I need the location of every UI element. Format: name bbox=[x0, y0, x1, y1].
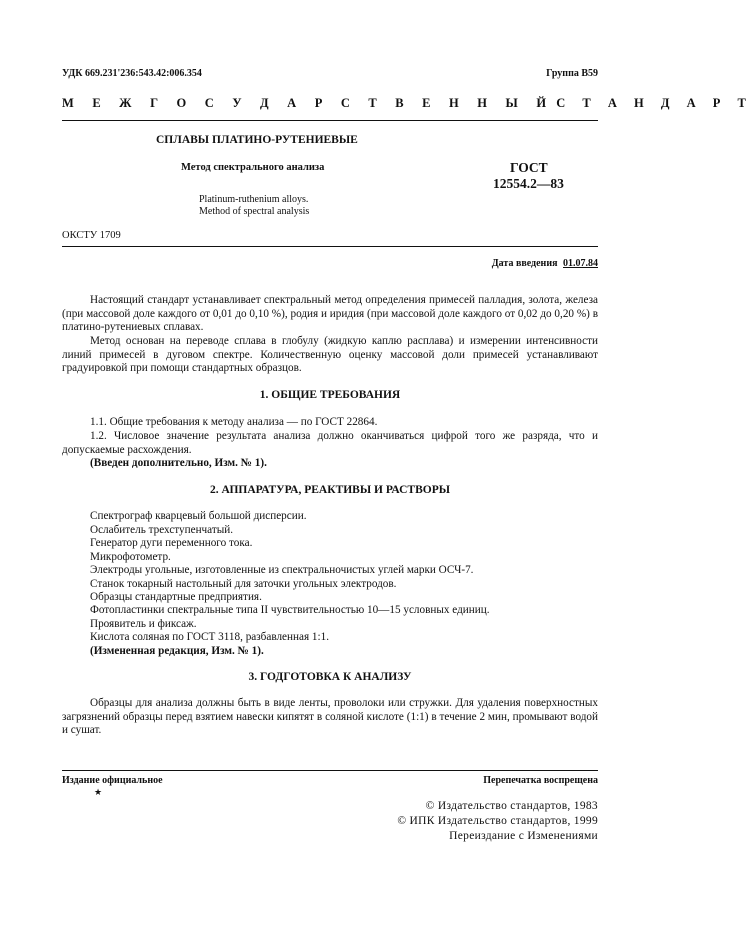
english-title-line2: Method of spectral analysis bbox=[199, 206, 310, 217]
english-title-line1: Platinum-ruthenium alloys. bbox=[199, 194, 309, 205]
intro-paragraph-2 bbox=[62, 335, 598, 376]
gost-label: ГОСТ bbox=[510, 160, 548, 175]
equipment-item: Ослабитель трехступенчатый. bbox=[90, 524, 234, 536]
section-2-amendment-note: (Измененная редакция, Изм. № 1). bbox=[90, 645, 264, 657]
okstu-code: ОКСТУ 1709 bbox=[62, 230, 121, 241]
equipment-item: Электроды угольные, изготовленные из спектральночистых углей марки ОСЧ-7. bbox=[90, 564, 474, 576]
section-1-item-2-text: 1.2. Числовое значение результата анализа должно оканчиваться цифрой того же разряда, что и допускаемые расхождения. bbox=[62, 430, 598, 456]
equipment-item: Микрофотометр. bbox=[90, 551, 171, 563]
intro-paragraph-1-text: Настоящий стандарт устанавливает спектральный метод определения примесей палладия, золота, железа (при массовой доле каждого от 0,01 до 0,10 %), родия и иридия (при массовой доле каждого от 0,02 до 0,20 %) в платино-рутениевых сплавах. bbox=[62, 294, 598, 334]
document-title: СПЛАВЫ ПЛАТИНО-РУТЕНИЕВЫЕ bbox=[156, 134, 358, 146]
equipment-item: Станок токарный настольный для заточки угольных электродов. bbox=[90, 578, 397, 590]
section-1-item-1 bbox=[62, 416, 598, 430]
gost-number: 12554.2—83 bbox=[493, 176, 564, 191]
introduction-date bbox=[492, 258, 598, 269]
header-rule bbox=[62, 120, 598, 121]
intro-paragraph-2-text: Метод основан на переводе сплава в глобулу (жидкую каплю расплава) и измерении интенсивности линий примесей в дуговом спектре. Количественную оценку массовой доли примесей устанавливают градуировкой при помощи стандартных образцов. bbox=[62, 335, 598, 375]
equipment-item: Кислота соляная по ГОСТ 3118, разбавленная 1:1. bbox=[90, 631, 329, 643]
section-3-paragraph-text: Образцы для анализа должны быть в виде ленты, проволоки или стружки. Для удаления поверхностных загрязнений образцы перед взятием навески кипятят в соляной кислоте (1:1) в течение 2 мин, промывают водой и сушат. bbox=[62, 697, 598, 737]
title-rule bbox=[62, 246, 598, 247]
reissue-note: Переиздание с Изменениями bbox=[449, 830, 598, 842]
section-1-heading: 1. ОБЩИЕ ТРЕБОВАНИЯ bbox=[259, 389, 401, 401]
copyright-1983: © Издательство стандартов, 1983 bbox=[425, 800, 598, 812]
banner-standard: С Т А Н Д А Р Т bbox=[556, 96, 755, 110]
group-code: Группа В59 bbox=[546, 68, 598, 79]
star-icon: ★ bbox=[94, 787, 103, 797]
reprint-prohibited: Перепечатка воспрещена bbox=[483, 775, 598, 786]
equipment-item: Проявитель и фиксаж. bbox=[90, 618, 197, 630]
copyright-1999: © ИПК Издательство стандартов, 1999 bbox=[397, 815, 598, 827]
equipment-item: Спектрограф кварцевый большой дисперсии. bbox=[90, 510, 307, 522]
section-2-heading: 2. АППАРАТУРА, РЕАКТИВЫ И РАСТВОРЫ bbox=[209, 484, 451, 496]
section-1-item-1-text: 1.1. Общие требования к методу анализа — по ГОСТ 22864. bbox=[90, 416, 378, 428]
equipment-item: Генератор дуги переменного тока. bbox=[90, 537, 253, 549]
official-edition: Издание официальное bbox=[62, 775, 163, 786]
section-1-amendment-note: (Введен дополнительно, Изм. № 1). bbox=[90, 457, 267, 469]
intro-paragraph-1 bbox=[62, 294, 598, 335]
equipment-item: Образцы стандартные предприятия. bbox=[90, 591, 262, 603]
footer-rule bbox=[62, 770, 598, 771]
introduction-date-label: Дата введения bbox=[491, 258, 558, 269]
introduction-date-value: 01.07.84 bbox=[563, 258, 598, 269]
equipment-item: Фотопластинки спектральные типа II чувствительностью 10—15 условных единиц. bbox=[90, 604, 490, 616]
section-3-heading: 3. ГОДГОТОВКА К АНАЛИЗУ bbox=[248, 671, 412, 683]
section-1-item-2 bbox=[62, 430, 598, 457]
document-subtitle: Метод спектрального анализа bbox=[181, 162, 325, 173]
standard-banner bbox=[62, 96, 755, 111]
section-3-paragraph bbox=[62, 697, 598, 738]
udk-code: УДК 669.231'236:543.42:006.354 bbox=[62, 68, 202, 79]
banner-interstate: М Е Ж Г О С У Д А Р С Т В Е Н Н Ы Й bbox=[62, 96, 557, 110]
